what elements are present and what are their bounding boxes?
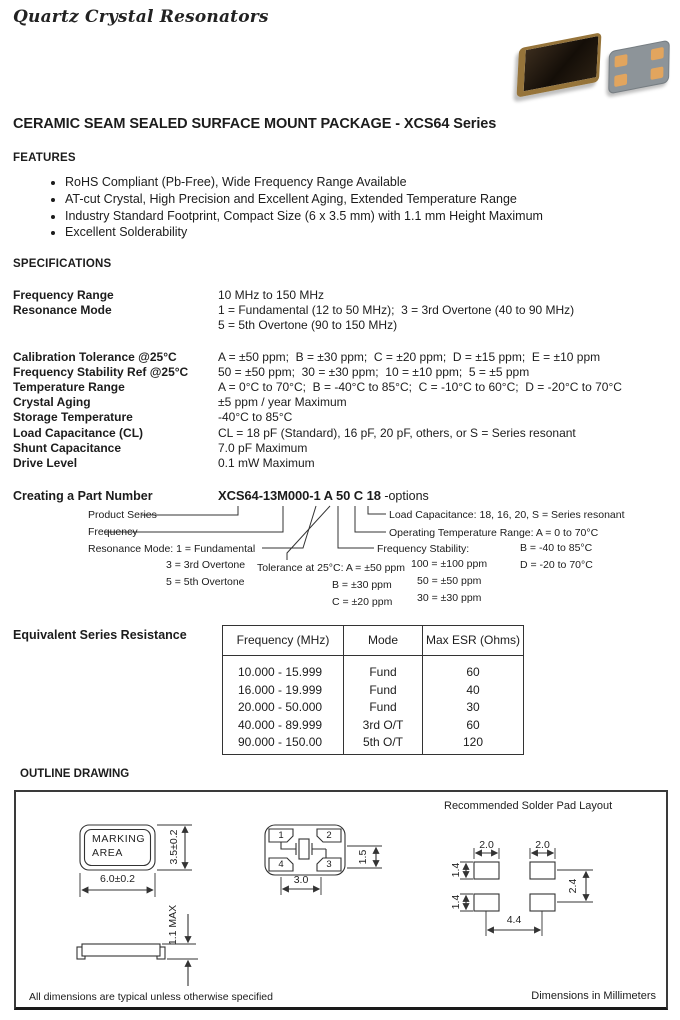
features-heading: FEATURES xyxy=(13,152,76,164)
outline-drawing-graphics xyxy=(16,792,666,1007)
spec-value: 7.0 pF Maximum xyxy=(218,440,308,455)
outline-drawing-heading: OUTLINE DRAWING xyxy=(20,768,130,780)
feature-item: • Industry Standard Footprint, Compact Size (6 x 3.5 mm) with 1.1 mm Height Maximum xyxy=(65,208,543,225)
pn-label-operating-temp-d: D = -20 to 70°C xyxy=(520,559,593,571)
pn-label-stability: Frequency Stability: xyxy=(377,543,470,555)
esr-cell: 20.000 - 50.000 xyxy=(223,699,344,716)
features-list xyxy=(48,174,543,241)
brand-title: Quartz Crystal Resonators xyxy=(13,7,269,27)
dim-pad-span: 3.0 xyxy=(293,874,309,886)
pn-label-load-capacitance: Load Capacitance: 18, 16, 20, S = Series resonant xyxy=(389,509,625,521)
spec-row xyxy=(13,303,673,333)
spec-label: Calibration Tolerance @25°C xyxy=(13,349,177,364)
crystal-package-bottom-photo xyxy=(608,40,670,95)
spec-row xyxy=(13,426,673,441)
esr-cell: Fund xyxy=(344,656,423,682)
spec-value: ±5 ppm / year Maximum xyxy=(218,395,347,410)
page-title: CERAMIC SEAM SEALED SURFACE MOUNT PACKAGE - XCS64 Series xyxy=(13,116,497,132)
esr-cell: 5th O/T xyxy=(344,734,423,751)
part-number-example xyxy=(218,488,429,503)
table-row xyxy=(223,734,524,751)
table-row xyxy=(223,699,524,716)
esr-col-mode: Mode xyxy=(344,626,423,656)
esr-cell: Fund xyxy=(344,682,423,699)
spec-row xyxy=(13,365,673,380)
spec-value: 10 MHz to 150 MHz xyxy=(218,288,325,302)
spec-value: 0.1 mW Maximum xyxy=(218,456,315,471)
dim-solder-h-pitch: 4.4 xyxy=(506,914,522,926)
pn-label-operating-temp: Operating Temperature Range: A = 0 to 70°C xyxy=(389,527,599,539)
pin-3-label: 3 xyxy=(326,859,332,870)
spec-row xyxy=(13,350,673,365)
marking-area-label: AREA xyxy=(92,847,123,859)
esr-cell: 60 xyxy=(466,717,480,732)
spec-value: 1 = Fundamental (12 to 50 MHz); 3 = 3rd Overtone (40 to 90 MHz) xyxy=(218,303,575,318)
pin-2-label: 2 xyxy=(326,830,332,841)
pn-label-resonance-mode: Resonance Mode: 1 = Fundamental xyxy=(88,543,256,555)
dim-height-max: 1.1 MAX xyxy=(167,904,179,946)
esr-cell: 40.000 - 89.999 xyxy=(223,717,344,734)
esr-table xyxy=(222,625,524,755)
spec-label: Load Capacitance (CL) xyxy=(13,425,144,440)
dim-solder-pad-width: 2.0 xyxy=(479,839,494,851)
spec-label: Storage Temperature xyxy=(13,410,133,425)
esr-cell: 10.000 - 15.999 xyxy=(223,656,344,682)
dim-solder-pad-width: 2.0 xyxy=(535,839,550,851)
pn-label-stability-30: 30 = ±30 ppm xyxy=(417,592,482,604)
esr-cell: 40 xyxy=(466,682,480,697)
spec-label: Frequency Stability Ref @25°C xyxy=(13,364,189,379)
esr-cell: 120 xyxy=(462,735,484,750)
spec-label: Crystal Aging xyxy=(13,395,91,410)
spec-label: Shunt Capacitance xyxy=(13,440,122,455)
photo-pad xyxy=(615,54,628,68)
spec-value: A = ±50 ppm; B = ±30 ppm; C = ±20 ppm; D = ±15 ppm; E = ±10 ppm xyxy=(218,349,601,364)
table-row xyxy=(223,656,524,682)
part-number-heading: Creating a Part Number xyxy=(13,489,153,503)
feature-item: • Excellent Solderability xyxy=(65,224,543,241)
esr-col-frequency: Frequency (MHz) xyxy=(223,626,344,656)
dim-body-height: 3.5±0.2 xyxy=(168,829,180,865)
solder-pad-layout-title: Recommended Solder Pad Layout xyxy=(444,800,613,812)
esr-heading: Equivalent Series Resistance xyxy=(13,628,187,642)
outline-drawing-box xyxy=(14,790,668,1010)
dim-solder-v-pitch: 2.4 xyxy=(567,878,579,894)
spec-label: Drive Level xyxy=(13,456,78,471)
pin-4-label: 4 xyxy=(278,859,284,870)
dim-solder-pad-height: 1.4 xyxy=(450,862,462,878)
esr-header-row xyxy=(223,626,524,656)
spec-row xyxy=(13,395,673,410)
spec-row xyxy=(13,410,673,425)
pn-label-frequency: Frequency xyxy=(88,526,138,538)
pn-label-tolerance-c: C = ±20 ppm xyxy=(332,596,393,608)
specifications-list xyxy=(13,288,673,471)
spec-value: 5 = 5th Overtone (90 to 150 MHz) xyxy=(218,318,398,333)
dim-pad-gap: 1.5 xyxy=(357,849,369,865)
table-row xyxy=(223,682,524,699)
outline-units-note: Dimensions in Millimeters xyxy=(531,990,656,1002)
esr-cell: Fund xyxy=(344,699,423,716)
pn-label-resonance-3: 3 = 3rd Overtone xyxy=(166,559,246,571)
photo-pad xyxy=(651,66,664,80)
spec-label: Resonance Mode xyxy=(13,303,112,318)
pn-label-product-series: Product Series xyxy=(88,509,157,521)
part-number-value: XCS64-13M000-1 A 50 C 18 xyxy=(218,488,381,503)
spec-value: 50 = ±50 ppm; 30 = ±30 ppm; 10 = ±10 ppm; 5 = ±5 ppm xyxy=(218,364,530,379)
spec-row xyxy=(13,456,673,471)
esr-col-esr: Max ESR (Ohms) xyxy=(423,626,524,656)
table-filler-row xyxy=(223,752,524,755)
spec-row xyxy=(13,380,673,395)
spec-value: -40°C to 85°C xyxy=(218,410,293,425)
esr-cell: 30 xyxy=(466,700,480,715)
pn-label-stability-50: 50 = ±50 ppm xyxy=(417,575,482,587)
spec-row xyxy=(13,288,673,303)
pn-label-stability-100: 100 = ±100 ppm xyxy=(411,558,488,570)
esr-cell: 16.000 - 19.999 xyxy=(223,682,344,699)
esr-cell: 90.000 - 150.00 xyxy=(223,734,344,751)
esr-cell: 3rd O/T xyxy=(344,717,423,734)
spec-label: Temperature Range xyxy=(13,380,125,395)
pn-label-resonance-5: 5 = 5th Overtone xyxy=(166,576,245,588)
spec-value: CL = 18 pF (Standard), 16 pF, 20 pF, others, or S = Series resonant xyxy=(218,425,576,440)
dim-solder-pad-height: 1.4 xyxy=(450,894,462,910)
spec-row xyxy=(13,441,673,456)
part-number-section xyxy=(0,487,680,615)
feature-item: • AT-cut Crystal, High Precision and Excellent Aging, Extended Temperature Range xyxy=(65,191,543,208)
pn-label-tolerance: Tolerance at 25°C: A = ±50 ppm xyxy=(257,562,406,574)
spec-label: Frequency Range xyxy=(13,288,114,302)
part-number-options-suffix: -options xyxy=(380,489,429,503)
crystal-package-top-photo xyxy=(516,32,601,97)
spec-value: A = 0°C to 70°C; B = -40°C to 85°C; C = -10°C to 60°C; D = -20°C to 70°C xyxy=(218,380,622,395)
dim-body-width: 6.0±0.2 xyxy=(100,873,135,885)
photo-pad xyxy=(651,47,664,61)
marking-area-label: MARKING xyxy=(92,833,146,845)
specifications-heading: SPECIFICATIONS xyxy=(13,258,112,270)
table-row xyxy=(223,717,524,734)
esr-cell: 60 xyxy=(466,665,480,679)
pn-label-tolerance-b: B = ±30 ppm xyxy=(332,579,392,591)
outline-footer-note: All dimensions are typical unless otherwise specified xyxy=(29,991,273,1003)
feature-item: • RoHS Compliant (Pb-Free), Wide Frequency Range Available xyxy=(65,174,543,191)
photo-pad xyxy=(614,73,627,87)
pin-1-label: 1 xyxy=(278,830,284,841)
pn-label-operating-temp-b: B = -40 to 85°C xyxy=(520,542,593,554)
